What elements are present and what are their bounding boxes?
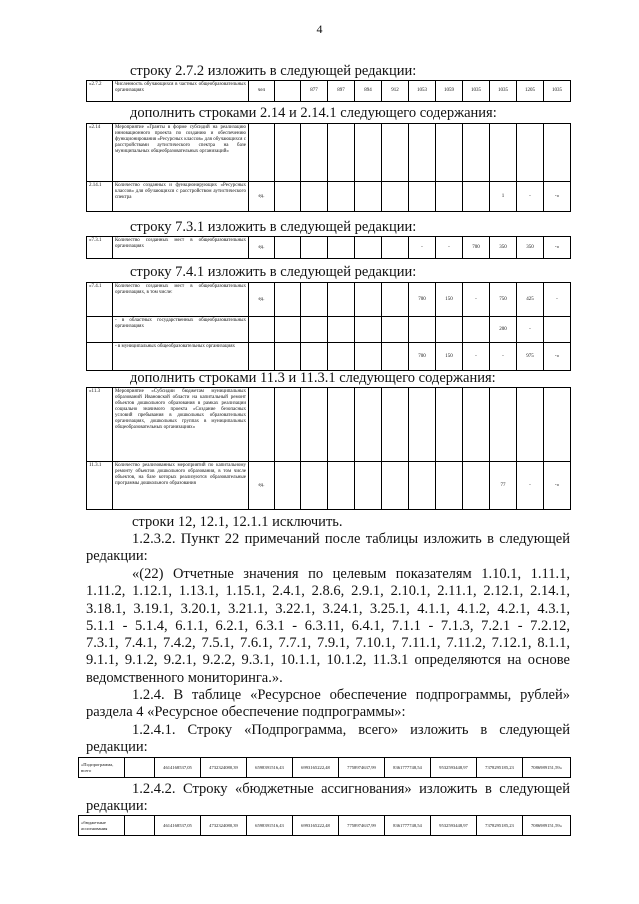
cell-value: 4732324080,39 <box>201 758 247 778</box>
cell-value: -» <box>544 462 571 510</box>
cell-value: 6993165222,48 <box>293 816 339 836</box>
row-text: Мероприятие «Субсидии бюджетам муниципальных образований Ивановской области на капитальный ремонт объектов дошкольного образования в рамках реализации социально значимого проекта «Создание безопасных условий пребывания в дошкольных образовательных организациях, дошкольных группах в муниципальных общеобразовательных организациях» <box>113 388 249 462</box>
cell-value: 7086989151,59» <box>523 816 571 836</box>
row-number: 11.3.1 <box>87 462 113 510</box>
text-line: редакции: <box>86 739 148 756</box>
row-unit: ед. <box>249 237 275 259</box>
cell-value: -» <box>544 182 571 212</box>
row-unit: ед. <box>249 182 275 212</box>
cell-value: - <box>463 283 490 317</box>
cell-value: - <box>517 182 544 212</box>
cell-value: -» <box>544 343 571 371</box>
table-row-7-3-1 <box>86 236 571 259</box>
cell-value: 6598391516,43 <box>247 816 293 836</box>
row-text: Количество реализованных мероприятий по капитальному ремонту объектов дошкольного образования, в том числе объектов, на базе которых реализуются образовательные программы дошкольного образования <box>113 462 249 510</box>
cell-value: - <box>517 462 544 510</box>
cell-value: 9532593448,97 <box>431 758 477 778</box>
cell-value: 894 <box>355 81 382 102</box>
cell-value: 7086989151,59» <box>523 758 571 778</box>
cell-value: 1035 <box>463 81 490 102</box>
cell-empty <box>275 81 301 102</box>
cell-value: 4614168537,05 <box>155 758 201 778</box>
text-line: «(22) Отчетные значения по целевым показателям 1.10.1, 1.11.1, <box>132 566 570 582</box>
cell-value: 8361777748,54 <box>385 758 431 778</box>
cell-value: 6598391516,43 <box>247 758 293 778</box>
row-text: Количество созданных мест в общеобразовательных организациях, в том числе: <box>113 283 249 317</box>
text-line: 1.2.4.1. Строку «Подпрограмма, всего» изложить в следующей <box>132 722 570 738</box>
cell-value: 750 <box>490 283 517 317</box>
cell-value: 1205 <box>517 81 544 102</box>
row-text: Численность обучающихся в частных общеобразовательных организациях <box>113 81 249 102</box>
table-row-2-7-2 <box>86 80 571 102</box>
row-number: «2.14 <box>87 124 113 182</box>
table-rows-11-3 <box>86 387 571 510</box>
cell-value: - <box>409 237 436 259</box>
row-text: - в муниципальных общеобразовательных организациях <box>113 343 249 371</box>
cell-value: -» <box>544 237 571 259</box>
cell-value: 9532593448,97 <box>431 816 477 836</box>
paragraph-note-22 <box>86 566 570 687</box>
paragraph-1-2-3-2 <box>86 531 570 566</box>
cell-value: - <box>436 237 463 259</box>
text-line: 9.1.1, 9.1.2, 9.2.1, 9.2.2, 9.3.1, 10.1.1, 10.1.2, 11.3.1 определяются на основе <box>86 652 570 669</box>
text-line: ведомственного мониторинга.». <box>86 669 283 686</box>
cell-value: 897 <box>328 81 355 102</box>
cell-value: 1035 <box>544 81 571 102</box>
cell-value: 1 <box>490 182 517 212</box>
row-number: 2.14.1 <box>87 182 113 212</box>
row-number: «2.7.2 <box>87 81 113 102</box>
cell-value: 350 <box>490 237 517 259</box>
row-unit: ед. <box>249 283 275 317</box>
row-label: «Подпрограмма, всего <box>79 758 125 778</box>
cell-value: 700 <box>409 343 436 371</box>
cell-value: 1059 <box>436 81 463 102</box>
cell-value: 7378295185,23 <box>477 758 523 778</box>
instruction-7-4-1: строку 7.4.1 изложить в следующей редакции: <box>130 264 417 280</box>
cell-value: 975 <box>517 343 544 371</box>
cell-value: 350 <box>517 237 544 259</box>
row-number: «11.3 <box>87 388 113 462</box>
text-line: 1.11.2, 1.12.1, 1.13.1, 1.15.1, 2.4.1, 2.8.6, 2.9.1, 2.10.1, 2.11.1, 2.12.1, 2.14.1, <box>86 583 570 600</box>
cell-value: 1053 <box>409 81 436 102</box>
text-line: 1.2.4.2. Строку «бюджетные ассигнования» изложить в следующей <box>132 781 570 797</box>
text-line: редакции: <box>86 548 148 565</box>
paragraph-1-2-4-2 <box>86 781 570 816</box>
cell-value: 4614168537,05 <box>155 816 201 836</box>
cell-value: 1035 <box>490 81 517 102</box>
row-text: - в областных государственных общеобразовательных организациях <box>113 317 249 343</box>
cell-value: 877 <box>301 81 328 102</box>
cell-value: 912 <box>382 81 409 102</box>
table-rows-2-14 <box>86 123 571 212</box>
table-rows-7-4-1 <box>86 282 571 371</box>
cell-value: 6993165222,48 <box>293 758 339 778</box>
cell-value: 8361777748,54 <box>385 816 431 836</box>
row-label: «бюджетные ассигнования <box>79 816 125 836</box>
page-number: 4 <box>316 22 323 36</box>
row-text: Количество созданных и функционирующих «Ресурсных классов» для обучающихся с расстройством аутистического спектра <box>113 182 249 212</box>
text-line: 1.2.4. В таблице «Ресурсное обеспечение подпрограммы, рублей» <box>132 687 570 703</box>
text-line: 5.1.1 - 5.1.4, 6.1.1, 6.2.1, 6.3.1 - 6.3.11, 6.4.1, 7.1.1 - 7.1.3, 7.2.1 - 7.2.12, <box>86 617 570 634</box>
cell-value: - <box>517 317 544 343</box>
text-line: 1.2.3.2. Пункт 22 примечаний после таблицы изложить в следующей <box>132 531 570 547</box>
cell-value: 7758974637,99 <box>339 758 385 778</box>
cell-value: - <box>463 343 490 371</box>
paragraph-1-2-4-1 <box>86 722 570 757</box>
row-unit: чел <box>249 81 275 102</box>
instruction-11-3: дополнить строками 11.3 и 11.3.1 следующего содержания: <box>130 370 496 386</box>
cell-value: 7758974637,99 <box>339 816 385 836</box>
row-number: «7.4.1 <box>87 283 113 317</box>
text-line: редакции: <box>86 798 148 815</box>
cell-value: 425 <box>517 283 544 317</box>
paragraph-1-2-4 <box>86 687 570 722</box>
cell-value: - <box>544 283 571 317</box>
resource-table-budget <box>78 815 571 836</box>
cell-value: 77 <box>490 462 517 510</box>
text-line: 7.3.1, 7.4.1, 7.4.2, 7.5.1, 7.6.1, 7.7.1, 7.9.1, 7.10.1, 7.11.1, 7.11.2, 7.12.1, 8.1.1, <box>86 635 570 652</box>
text-line: 3.18.1, 3.19.1, 3.20.1, 3.21.1, 3.22.1, 3.24.1, 3.25.1, 4.1.1, 4.1.2, 4.2.1, 4.3.1, <box>86 600 570 617</box>
cell-value: 700 <box>409 283 436 317</box>
text-line: раздела 4 «Ресурсное обеспечение подпрограммы»: <box>86 704 406 721</box>
cell-value: - <box>490 343 517 371</box>
cell-value: 150 <box>436 283 463 317</box>
cell-value: 150 <box>436 343 463 371</box>
resource-table-subprogram <box>78 757 571 778</box>
cell-value: 7378295185,23 <box>477 816 523 836</box>
row-text: Количество созданных мест в общеобразовательных организациях <box>113 237 249 259</box>
instruction-2-14: дополнить строками 2.14 и 2.14.1 следующего содержания: <box>130 105 497 121</box>
row-unit: ед. <box>249 462 275 510</box>
row-text: Мероприятие «Гранты в форме субсидий на реализацию инновационного проекта по созданию и обеспечению функционирования «Ресурсных классов» для обучающихся с расстройствами аутистического спектра на базе муниципальных общеобразовательных организаций» <box>113 124 249 182</box>
paragraph-exclude: строки 12, 12.1, 12.1.1 исключить. <box>132 514 343 530</box>
instruction-2-7-2: строку 2.7.2 изложить в следующей редакции: <box>130 63 417 79</box>
cell-value: 700 <box>463 237 490 259</box>
instruction-7-3-1: строку 7.3.1 изложить в следующей редакции: <box>130 219 417 235</box>
cell-value: 4732324080,39 <box>201 816 247 836</box>
row-number: «7.3.1 <box>87 237 113 259</box>
cell-value: 200 <box>490 317 517 343</box>
